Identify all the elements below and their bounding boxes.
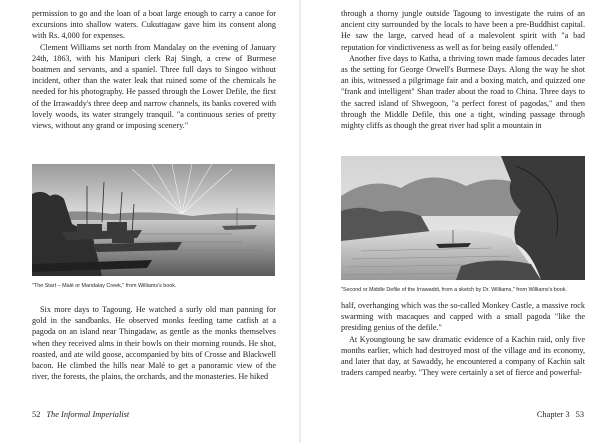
- running-head: Chapter 3: [536, 410, 570, 419]
- engraving-mandalay-creek: [32, 164, 275, 276]
- engraving-image: [341, 156, 585, 280]
- paragraph: At Kyoungtoung he saw dramatic evidence of a Kachin raid, only five months earlier, which had destroyed most of the village and its economy, and later that day, at Sawaddy, he encountered a company of Kachin salt traders camped nearby. "They were certainly a set of fierce and powerful-: [341, 334, 585, 378]
- paragraph: Clement Williams set north from Mandalay on the evening of January 24th, 1863, with his Manipuri clerk Raj Singh, a crew of Burmese boatmen and servants, and a spaniel. Three full days to Singoo without incident, other than the water leak that ruined some of the chemicals he needed for his photography. He passed through the Lower Defile, the first of the Irrawaddy's three deep and narrow channels, its banks covered with lovely woods, its water strangely tranquil. "a continuous series of pretty views, without any grand or imposing scenery.": [32, 42, 276, 131]
- caption-right: "Second or Middle Defile of the Irrawaddi, from a sketch by Dr. Williams," from Williams's book.: [341, 287, 567, 293]
- engraving-image: [32, 164, 275, 276]
- right-folio: [537, 410, 584, 419]
- running-head: The Informal Imperialist: [46, 410, 130, 419]
- paragraph: through a thorny jungle outside Tagoung to investigate the ruins of an ancient city surrounded by the locals to have been a pre-Buddhist capital. He saw the large, carved head of a malevolent spirit with "a bad reputation for vindictiveness as well as for being easily offended.": [341, 9, 585, 52]
- caption-left: "The Start – Malé or Mandalay Creek," from Williams's book.: [32, 283, 177, 289]
- engraving-middle-defile: [341, 156, 585, 280]
- paragraph: Six more days to Tagoung. He watched a surly old man panning for gold in the sandbanks. He observed monks feeding tame catfish at a pagoda on an island near Thingadaw, as gentle as the monks themselves when they received alms in their bowls on their morning rounds. He shot, roasted, and ate wild goose, accompanied by bits of Crosse and Blackwell bacon. He climbed the hills near Malé to get a panoramic view of the river, the forests, the plains, the orchards, and the monasteries. He hiked: [32, 305, 276, 382]
- left-bottom-text: [32, 304, 276, 382]
- paragraph: permission to go and the loan of a boat large enough to carry a canoe for excursions into shallow waters. Cukuttagaw gave him its consent along with Rs. 4,000 for expenses.: [32, 9, 276, 41]
- right-page: [300, 0, 600, 443]
- left-folio: [32, 410, 129, 419]
- right-top-text: [341, 8, 585, 131]
- left-top-text: [32, 8, 276, 131]
- page-number: 53: [575, 410, 584, 419]
- page-number: 52: [32, 410, 41, 419]
- right-bottom-text: [341, 300, 585, 378]
- paragraph: half, overhanging which was the so-called Monkey Castle, a massive rock swarming with macaques and capped with a small pagoda "like the presiding genius of the defile.": [341, 301, 585, 333]
- paragraph: Another five days to Katha, a thriving town made famous decades later as the setting for George Orwell's Burmese Days. Along the way he shot an ibis, witnessed a pilgrimage fair and a boxing match, and quizzed one "frank and intelligent" Shan trader about the road to China. Three days to the sacred island of Shwegoon, "a perfect forest of pagodas," and then through the Middle Defile, this one a tight, winding passage through mighty cliffs as though the great river had split a mountain in: [341, 53, 585, 131]
